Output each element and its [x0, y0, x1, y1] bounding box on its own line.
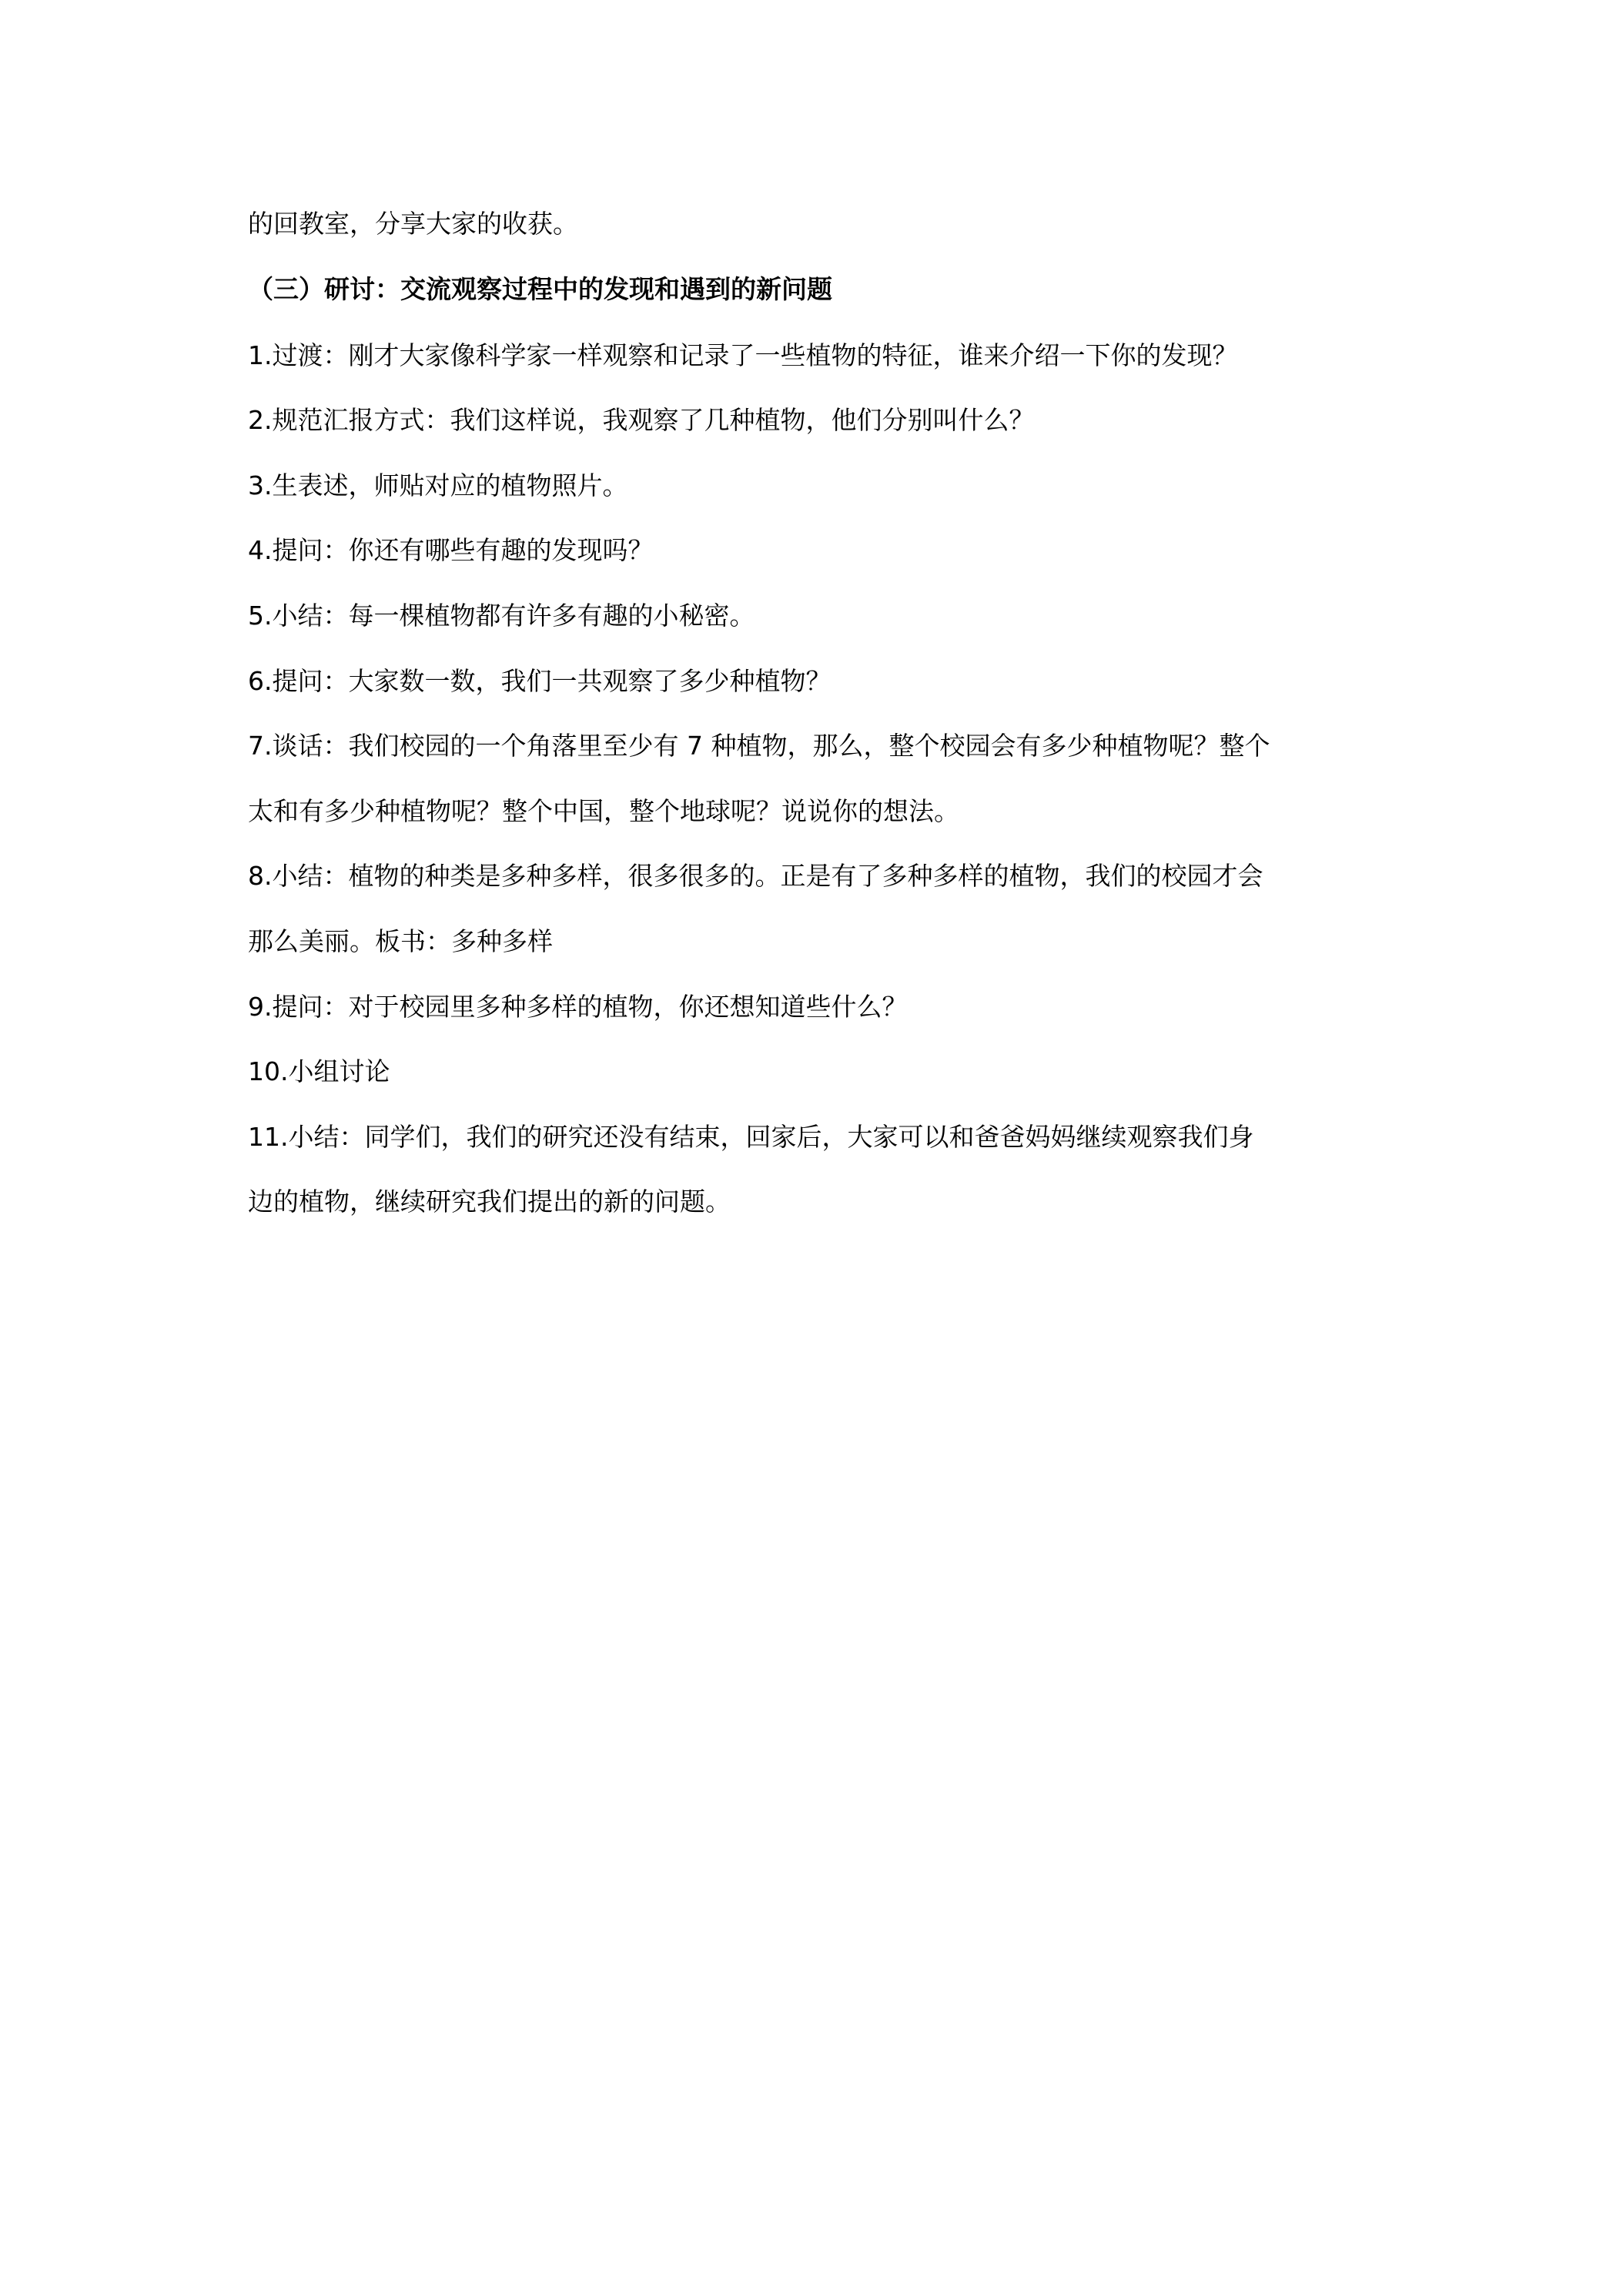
- step-7-line-1: 7.谈话：我们校园的一个角落里至少有 7 种植物，那么，整个校园会有多少种植物呢？整个: [248, 731, 1270, 761]
- step-5: 5.小结：每一棵植物都有许多有趣的小秘密。: [248, 601, 755, 631]
- step-9: 9.提问：对于校园里多种多样的植物，你还想知道些什么？: [248, 992, 908, 1022]
- step-8-line-1: 8.小结：植物的种类是多种多样，很多很多的。正是有了多种多样的植物，我们的校园才会: [248, 861, 1263, 891]
- step-1: 1.过渡：刚才大家像科学家一样观察和记录了一些植物的特征，谁来介绍一下你的发现？: [248, 340, 1238, 370]
- step-2: 2.规范汇报方式：我们这样说，我观察了几种植物，他们分别叫什么？: [248, 405, 1035, 435]
- step-6: 6.提问：大家数一数，我们一共观察了多少种植物？: [248, 666, 832, 696]
- step-3: 3.生表述，师贴对应的植物照片。: [248, 470, 628, 500]
- paragraph-continuation: 的回教室，分享大家的收获。: [248, 209, 578, 239]
- step-7-line-2: 太和有多少种植物呢？整个中国，整个地球呢？说说你的想法。: [248, 796, 959, 826]
- step-10: 10.小组讨论: [248, 1056, 390, 1086]
- section-heading: （三）研讨：交流观察过程中的发现和遇到的新问题: [248, 274, 832, 304]
- step-11-line-2: 边的植物，继续研究我们提出的新的问题。: [248, 1186, 731, 1217]
- step-8-line-2: 那么美丽。板书：多种多样: [248, 926, 553, 956]
- step-11-line-1: 11.小结：同学们，我们的研究还没有结束，回家后，大家可以和爸爸妈妈继续观察我们身: [248, 1122, 1254, 1152]
- step-4: 4.提问：你还有哪些有趣的发现吗？: [248, 535, 654, 565]
